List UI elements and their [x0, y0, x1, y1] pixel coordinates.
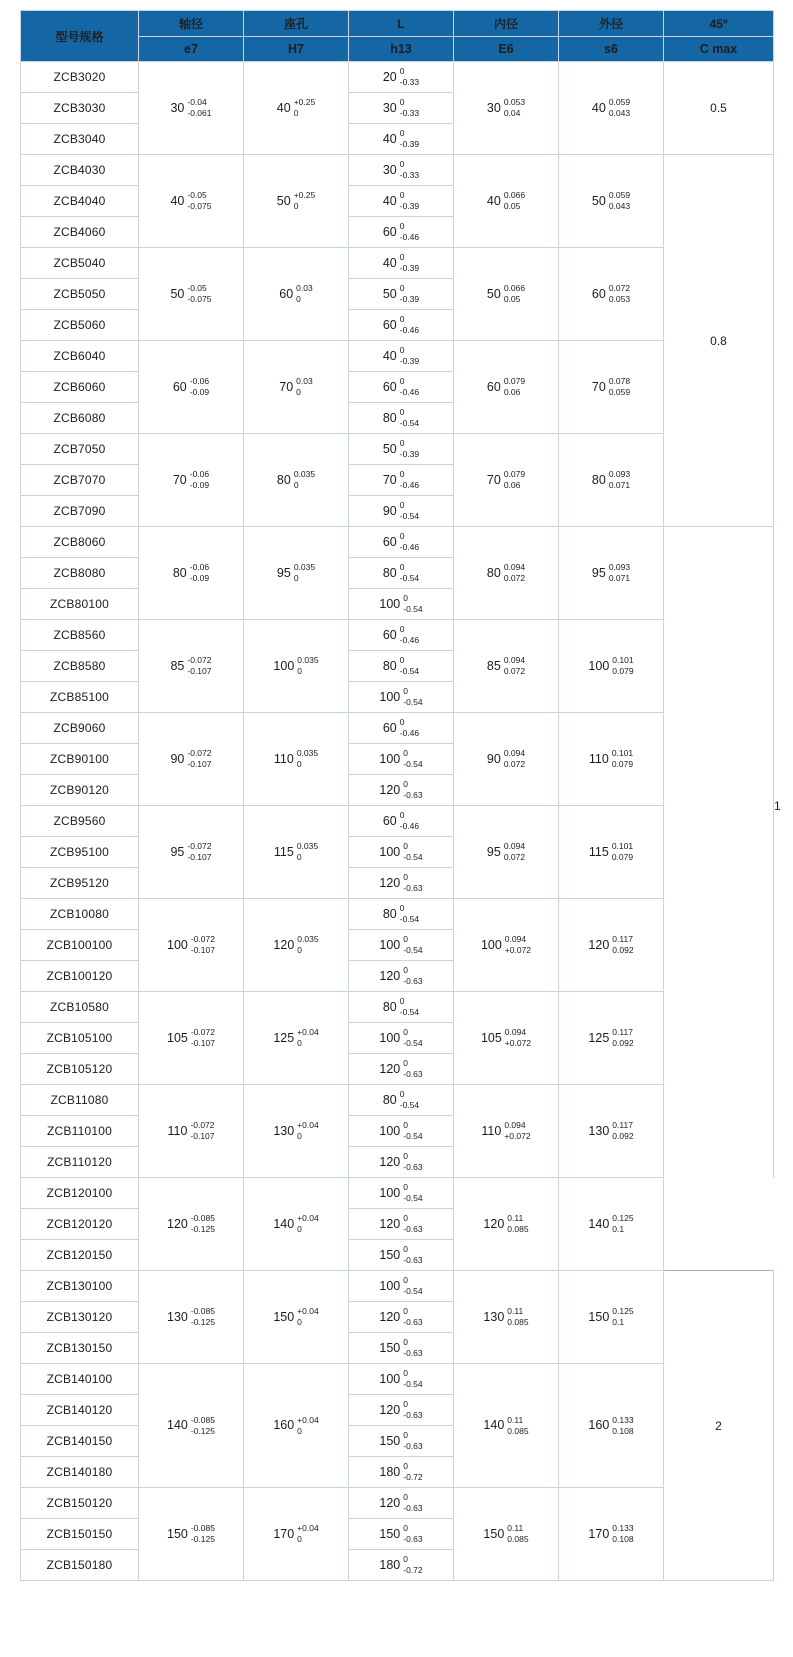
cell-length: 150 0 -0.63: [349, 1519, 454, 1550]
cell-model: ZCB140150: [21, 1426, 139, 1457]
table-row: [21, 992, 774, 1023]
cell-length: 80 0 -0.54: [349, 1085, 454, 1116]
table-row: [21, 899, 774, 930]
cell-outer-diameter: 100 0.101 0.079: [559, 620, 664, 713]
cell-length: 40 0 -0.39: [349, 124, 454, 155]
cell-shaft-diameter: 70 -0.06 -0.09: [139, 434, 244, 527]
bushing-specification-table: [20, 10, 781, 1581]
cell-model: ZCB4040: [21, 186, 139, 217]
cell-inner-diameter: 120 0.11 0.085: [454, 1178, 559, 1271]
cell-model: ZCB8060: [21, 527, 139, 558]
cell-housing-bore: 160 +0.04 0: [244, 1364, 349, 1488]
cell-inner-diameter: 80 0.094 0.072: [454, 527, 559, 620]
cell-outer-diameter: 110 0.101 0.079: [559, 713, 664, 806]
cell-outer-diameter: 70 0.078 0.059: [559, 341, 664, 434]
table-row: [21, 155, 774, 186]
cell-model: ZCB130150: [21, 1333, 139, 1364]
cell-inner-diameter: 110 0.094 +0.072: [454, 1085, 559, 1178]
column-header-length: L: [349, 11, 454, 37]
cell-length: 80 0 -0.54: [349, 992, 454, 1023]
cell-inner-diameter: 85 0.094 0.072: [454, 620, 559, 713]
cell-housing-bore: 70 0.03 0: [244, 341, 349, 434]
cell-shaft-diameter: 140 -0.085 -0.125: [139, 1364, 244, 1488]
cell-shaft-diameter: 40 -0.05 -0.075: [139, 155, 244, 248]
cell-length: 100 0 -0.54: [349, 1178, 454, 1209]
cell-inner-diameter: 40 0.066 0.05: [454, 155, 559, 248]
cell-model: ZCB4060: [21, 217, 139, 248]
cell-model: ZCB120120: [21, 1209, 139, 1240]
cell-model: ZCB10080: [21, 899, 139, 930]
cell-outer-diameter: 40 0.059 0.043: [559, 62, 664, 155]
cell-model: ZCB8580: [21, 651, 139, 682]
table-row: [21, 620, 774, 651]
cell-length: 100 0 -0.54: [349, 744, 454, 775]
cell-length: 150 0 -0.63: [349, 1333, 454, 1364]
cell-length: 100 0 -0.54: [349, 837, 454, 868]
cell-model: ZCB9560: [21, 806, 139, 837]
cell-model: ZCB5060: [21, 310, 139, 341]
table-row: [21, 527, 774, 558]
cell-inner-diameter: 70 0.079 0.06: [454, 434, 559, 527]
cell-model: ZCB120150: [21, 1240, 139, 1271]
cell-model: ZCB6080: [21, 403, 139, 434]
cell-model: ZCB7050: [21, 434, 139, 465]
table-row: [21, 1364, 774, 1395]
cell-length: 120 0 -0.63: [349, 961, 454, 992]
cell-housing-bore: 115 0.035 0: [244, 806, 349, 899]
cell-length: 120 0 -0.63: [349, 1147, 454, 1178]
cell-model: ZCB120100: [21, 1178, 139, 1209]
cell-length: 60 0 -0.46: [349, 217, 454, 248]
cell-length: 120 0 -0.63: [349, 1209, 454, 1240]
cell-length: 120 0 -0.63: [349, 1054, 454, 1085]
cell-outer-diameter: 150 0.125 0.1: [559, 1271, 664, 1364]
table-row: [21, 713, 774, 744]
cell-model: ZCB85100: [21, 682, 139, 713]
column-header-model: 型号规格: [21, 11, 139, 62]
cell-model: ZCB90120: [21, 775, 139, 806]
cell-model: ZCB140120: [21, 1395, 139, 1426]
column-header-tolerance-s6: s6: [559, 37, 664, 62]
cell-outer-diameter: 80 0.093 0.071: [559, 434, 664, 527]
cell-inner-diameter: 130 0.11 0.085: [454, 1271, 559, 1364]
column-header-tolerance-h13: h13: [349, 37, 454, 62]
cell-model: ZCB10580: [21, 992, 139, 1023]
cell-length: 180 0 -0.72: [349, 1457, 454, 1488]
table-row: [21, 341, 774, 372]
cell-length: 60 0 -0.46: [349, 806, 454, 837]
cell-length: 60 0 -0.46: [349, 310, 454, 341]
column-header-inner-diameter: 内径: [454, 11, 559, 37]
cell-inner-diameter: 50 0.066 0.05: [454, 248, 559, 341]
cell-inner-diameter: 60 0.079 0.06: [454, 341, 559, 434]
cell-length: 100 0 -0.54: [349, 682, 454, 713]
header-row-primary: [21, 11, 774, 37]
cell-shaft-diameter: 105 -0.072 -0.107: [139, 992, 244, 1085]
column-header-outer-diameter: 外径: [559, 11, 664, 37]
cell-shaft-diameter: 150 -0.085 -0.125: [139, 1488, 244, 1581]
cell-length: 100 0 -0.54: [349, 1023, 454, 1054]
cell-length: 60 0 -0.46: [349, 527, 454, 558]
cell-model: ZCB8560: [21, 620, 139, 651]
cell-inner-diameter: 100 0.094 +0.072: [454, 899, 559, 992]
cell-model: ZCB3040: [21, 124, 139, 155]
cell-shaft-diameter: 50 -0.05 -0.075: [139, 248, 244, 341]
cell-shaft-diameter: 60 -0.06 -0.09: [139, 341, 244, 434]
cell-inner-diameter: 30 0.053 0.04: [454, 62, 559, 155]
cell-shaft-diameter: 120 -0.085 -0.125: [139, 1178, 244, 1271]
cell-shaft-diameter: 30 -0.04 -0.061: [139, 62, 244, 155]
cell-model: ZCB105120: [21, 1054, 139, 1085]
cell-model: ZCB150120: [21, 1488, 139, 1519]
cell-model: ZCB110100: [21, 1116, 139, 1147]
cell-outer-diameter: 125 0.117 0.092: [559, 992, 664, 1085]
cell-outer-diameter: 140 0.125 0.1: [559, 1178, 664, 1271]
column-header-cmax: C max: [664, 37, 774, 62]
cell-model: ZCB6060: [21, 372, 139, 403]
cell-model: ZCB150150: [21, 1519, 139, 1550]
cell-model: ZCB90100: [21, 744, 139, 775]
cell-length: 150 0 -0.63: [349, 1426, 454, 1457]
cell-length: 30 0 -0.33: [349, 155, 454, 186]
cell-housing-bore: 40 +0.25 0: [244, 62, 349, 155]
column-header-shaft-diameter: 轴径: [139, 11, 244, 37]
cell-outer-diameter: 60 0.072 0.053: [559, 248, 664, 341]
cell-model: ZCB11080: [21, 1085, 139, 1116]
cell-model: ZCB105100: [21, 1023, 139, 1054]
cell-length: 30 0 -0.33: [349, 93, 454, 124]
cell-housing-bore: 120 0.035 0: [244, 899, 349, 992]
cell-length: 40 0 -0.39: [349, 248, 454, 279]
cell-length: 50 0 -0.39: [349, 434, 454, 465]
cell-housing-bore: 60 0.03 0: [244, 248, 349, 341]
cell-length: 60 0 -0.46: [349, 713, 454, 744]
cell-outer-diameter: 115 0.101 0.079: [559, 806, 664, 899]
table-row: [21, 1488, 774, 1519]
cell-length: 40 0 -0.39: [349, 341, 454, 372]
cell-shaft-diameter: 85 -0.072 -0.107: [139, 620, 244, 713]
cell-length: 80 0 -0.54: [349, 558, 454, 589]
cell-length: 120 0 -0.63: [349, 868, 454, 899]
table-row: [21, 806, 774, 837]
cell-inner-diameter: 105 0.094 +0.072: [454, 992, 559, 1085]
cell-model: ZCB100100: [21, 930, 139, 961]
cell-outer-diameter: 95 0.093 0.071: [559, 527, 664, 620]
table-row: [21, 62, 774, 93]
cell-outer-diameter: 50 0.059 0.043: [559, 155, 664, 248]
cell-length: 100 0 -0.54: [349, 1364, 454, 1395]
cell-model: ZCB7090: [21, 496, 139, 527]
column-header-chamfer-angle: 45º: [664, 11, 774, 37]
cell-length: 80 0 -0.54: [349, 899, 454, 930]
cell-inner-diameter: 150 0.11 0.085: [454, 1488, 559, 1581]
cell-length: 120 0 -0.63: [349, 775, 454, 806]
cell-length: 100 0 -0.54: [349, 589, 454, 620]
cell-cmax: 0.5: [664, 62, 774, 155]
table-body: [21, 62, 781, 1581]
cell-length: 120 0 -0.63: [349, 1488, 454, 1519]
cell-model: ZCB95120: [21, 868, 139, 899]
cell-shaft-diameter: 100 -0.072 -0.107: [139, 899, 244, 992]
table-row: [21, 1085, 774, 1116]
cell-model: ZCB5050: [21, 279, 139, 310]
cell-model: ZCB130100: [21, 1271, 139, 1302]
cell-model: ZCB95100: [21, 837, 139, 868]
cell-model: ZCB140180: [21, 1457, 139, 1488]
cell-length: 80 0 -0.54: [349, 651, 454, 682]
cell-model: ZCB9060: [21, 713, 139, 744]
cell-outer-diameter: 120 0.117 0.092: [559, 899, 664, 992]
cell-shaft-diameter: 130 -0.085 -0.125: [139, 1271, 244, 1364]
cell-model: ZCB7070: [21, 465, 139, 496]
cell-length: 120 0 -0.63: [349, 1302, 454, 1333]
column-header-tolerance-e7: e7: [139, 37, 244, 62]
cell-housing-bore: 50 +0.25 0: [244, 155, 349, 248]
cell-housing-bore: 140 +0.04 0: [244, 1178, 349, 1271]
cell-model: ZCB110120: [21, 1147, 139, 1178]
cell-model: ZCB80100: [21, 589, 139, 620]
cell-cmax: 0.8: [664, 155, 774, 527]
cell-model: ZCB100120: [21, 961, 139, 992]
cell-shaft-diameter: 95 -0.072 -0.107: [139, 806, 244, 899]
cell-model: ZCB140100: [21, 1364, 139, 1395]
cell-length: 60 0 -0.46: [349, 620, 454, 651]
cell-housing-bore: 110 0.035 0: [244, 713, 349, 806]
table-row: ZCB7050 70 -0.06 -0.09 80 0.035 0 50 0 -0.39 70 0.079 0.06 80 0.093 0.071 1: [21, 434, 774, 465]
cell-inner-diameter: 140 0.11 0.085: [454, 1364, 559, 1488]
cell-length: 70 0 -0.46: [349, 465, 454, 496]
cell-length: 150 0 -0.63: [349, 1240, 454, 1271]
cell-housing-bore: 130 +0.04 0: [244, 1085, 349, 1178]
cell-model: ZCB3020: [21, 62, 139, 93]
cell-length: 180 0 -0.72: [349, 1550, 454, 1581]
cell-model: ZCB6040: [21, 341, 139, 372]
table-row: [21, 248, 774, 279]
cell-housing-bore: 95 0.035 0: [244, 527, 349, 620]
cell-length: 20 0 -0.33: [349, 62, 454, 93]
cell-housing-bore: 100 0.035 0: [244, 620, 349, 713]
cell-length: 50 0 -0.39: [349, 279, 454, 310]
cell-housing-bore: 150 +0.04 0: [244, 1271, 349, 1364]
cell-length: 80 0 -0.54: [349, 403, 454, 434]
cell-model: ZCB130120: [21, 1302, 139, 1333]
column-header-housing-bore: 座孔: [244, 11, 349, 37]
cell-model: ZCB5040: [21, 248, 139, 279]
cell-shaft-diameter: 90 -0.072 -0.107: [139, 713, 244, 806]
table-row: [21, 1271, 774, 1302]
cell-length: 60 0 -0.46: [349, 372, 454, 403]
cell-cmax: 2: [664, 1271, 774, 1581]
cell-model: ZCB8080: [21, 558, 139, 589]
cell-inner-diameter: 90 0.094 0.072: [454, 713, 559, 806]
cell-model: ZCB150180: [21, 1550, 139, 1581]
cell-inner-diameter: 95 0.094 0.072: [454, 806, 559, 899]
cell-shaft-diameter: 110 -0.072 -0.107: [139, 1085, 244, 1178]
cell-housing-bore: 125 +0.04 0: [244, 992, 349, 1085]
cell-shaft-diameter: 80 -0.06 -0.09: [139, 527, 244, 620]
cell-outer-diameter: 160 0.133 0.108: [559, 1364, 664, 1488]
cell-model: ZCB3030: [21, 93, 139, 124]
column-header-tolerance-e6: E6: [454, 37, 559, 62]
cell-length: 100 0 -0.54: [349, 1271, 454, 1302]
cell-outer-diameter: 170 0.133 0.108: [559, 1488, 664, 1581]
cell-housing-bore: 80 0.035 0: [244, 434, 349, 527]
cell-length: 100 0 -0.54: [349, 930, 454, 961]
cell-length: 40 0 -0.39: [349, 186, 454, 217]
cell-length: 120 0 -0.63: [349, 1395, 454, 1426]
table-head: [21, 11, 774, 62]
column-header-tolerance-h7: H7: [244, 37, 349, 62]
cell-model: ZCB4030: [21, 155, 139, 186]
table-row: [21, 1178, 774, 1209]
cell-length: 100 0 -0.54: [349, 1116, 454, 1147]
cell-housing-bore: 170 +0.04 0: [244, 1488, 349, 1581]
cell-length: 90 0 -0.54: [349, 496, 454, 527]
cell-outer-diameter: 130 0.117 0.092: [559, 1085, 664, 1178]
